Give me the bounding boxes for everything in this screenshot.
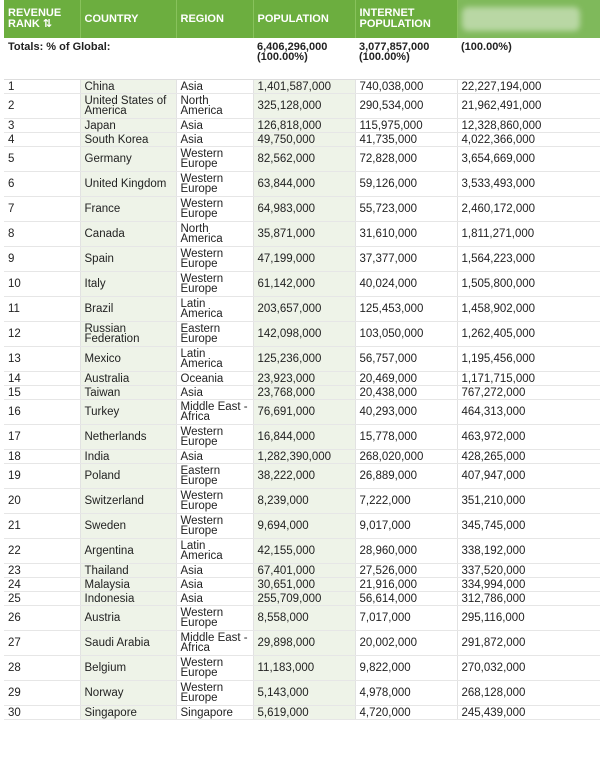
rank-cell: 6 — [4, 172, 80, 197]
internet-population-cell: 125,453,000 — [355, 297, 457, 322]
population-cell: 63,844,000 — [253, 172, 355, 197]
revenue-cell: 22,227,194,000 — [457, 80, 600, 94]
population-cell: 23,768,000 — [253, 386, 355, 400]
country-cell: Italy — [80, 272, 176, 297]
population-cell: 16,844,000 — [253, 425, 355, 450]
revenue-cell: 1,811,271,000 — [457, 222, 600, 247]
rank-cell: 3 — [4, 119, 80, 133]
internet-population-cell: 59,126,000 — [355, 172, 457, 197]
sort-icon[interactable]: ⇅ — [42, 18, 52, 30]
revenue-cell: 270,032,000 — [457, 656, 600, 681]
population-cell: 9,694,000 — [253, 514, 355, 539]
country-cell: Saudi Arabia — [80, 631, 176, 656]
table-row[interactable] — [4, 372, 600, 386]
population-cell: 76,691,000 — [253, 400, 355, 425]
table-body — [4, 38, 600, 720]
country-cell: United Kingdom — [80, 172, 176, 197]
population-cell: 255,709,000 — [253, 592, 355, 606]
table-row[interactable] — [4, 197, 600, 222]
table-row[interactable] — [4, 631, 600, 656]
country-cell: Belgium — [80, 656, 176, 681]
region-cell: Western Europe — [176, 247, 253, 272]
internet-population-cell: 31,610,000 — [355, 222, 457, 247]
population-cell: 325,128,000 — [253, 94, 355, 119]
totals-row — [4, 38, 600, 80]
region-cell: Western Europe — [176, 147, 253, 172]
internet-population-cell: 26,889,000 — [355, 464, 457, 489]
table-row[interactable] — [4, 514, 600, 539]
country-cell: Japan — [80, 119, 176, 133]
revenue-cell: 407,947,000 — [457, 464, 600, 489]
totals-internet-population: 3,077,857,000 (100.00%) — [355, 38, 457, 80]
table-row[interactable] — [4, 80, 600, 94]
country-cell: Spain — [80, 247, 176, 272]
region-cell: Western Europe — [176, 197, 253, 222]
revenue-cell: 463,972,000 — [457, 425, 600, 450]
rank-cell: 16 — [4, 400, 80, 425]
revenue-cell: 351,210,000 — [457, 489, 600, 514]
table-row[interactable] — [4, 322, 600, 347]
country-cell: China — [80, 80, 176, 94]
header-revenue-rank[interactable]: REVENUE RANK ⇅ — [4, 0, 80, 38]
header-country[interactable]: COUNTRY — [80, 0, 176, 38]
internet-population-cell: 41,735,000 — [355, 133, 457, 147]
revenue-cell: 312,786,000 — [457, 592, 600, 606]
internet-population-cell: 40,293,000 — [355, 400, 457, 425]
population-cell: 47,199,000 — [253, 247, 355, 272]
region-cell: Middle East - Africa — [176, 631, 253, 656]
rank-cell: 22 — [4, 539, 80, 564]
table-row[interactable] — [4, 133, 600, 147]
country-cell: Brazil — [80, 297, 176, 322]
population-cell: 8,558,000 — [253, 606, 355, 631]
rank-cell: 17 — [4, 425, 80, 450]
internet-population-cell: 290,534,000 — [355, 94, 457, 119]
internet-population-cell: 15,778,000 — [355, 425, 457, 450]
internet-population-cell: 21,916,000 — [355, 578, 457, 592]
rank-cell: 12 — [4, 322, 80, 347]
totals-revenue: (100.00%) — [457, 38, 600, 80]
revenue-cell: 2,460,172,000 — [457, 197, 600, 222]
country-cell: Norway — [80, 681, 176, 706]
region-cell: Latin America — [176, 297, 253, 322]
population-cell: 42,155,000 — [253, 539, 355, 564]
country-cell: Singapore — [80, 706, 176, 720]
table-row[interactable] — [4, 656, 600, 681]
revenue-cell: 3,654,669,000 — [457, 147, 600, 172]
revenue-cell: 295,116,000 — [457, 606, 600, 631]
region-cell: Western Europe — [176, 656, 253, 681]
population-cell: 35,871,000 — [253, 222, 355, 247]
internet-population-cell: 7,017,000 — [355, 606, 457, 631]
population-cell: 23,923,000 — [253, 372, 355, 386]
revenue-cell: 4,022,366,000 — [457, 133, 600, 147]
country-cell: Switzerland — [80, 489, 176, 514]
table-row[interactable] — [4, 386, 600, 400]
region-cell: Eastern Europe — [176, 464, 253, 489]
internet-population-cell: 103,050,000 — [355, 322, 457, 347]
population-cell: 142,098,000 — [253, 322, 355, 347]
internet-population-cell: 9,822,000 — [355, 656, 457, 681]
table-row[interactable] — [4, 450, 600, 464]
rank-cell: 19 — [4, 464, 80, 489]
region-cell: Asia — [176, 592, 253, 606]
table-row[interactable] — [4, 706, 600, 720]
header-region[interactable]: REGION — [176, 0, 253, 38]
population-cell: 5,619,000 — [253, 706, 355, 720]
revenue-cell: 337,520,000 — [457, 564, 600, 578]
revenue-cell: 345,745,000 — [457, 514, 600, 539]
revenue-cell: 1,171,715,000 — [457, 372, 600, 386]
internet-population-cell: 268,020,000 — [355, 450, 457, 464]
revenue-by-country-table — [4, 0, 600, 720]
rank-cell: 13 — [4, 347, 80, 372]
country-cell: United States of America — [80, 94, 176, 119]
country-cell: France — [80, 197, 176, 222]
population-cell: 11,183,000 — [253, 656, 355, 681]
country-cell: India — [80, 450, 176, 464]
rank-cell: 4 — [4, 133, 80, 147]
country-cell: Germany — [80, 147, 176, 172]
table-row[interactable] — [4, 400, 600, 425]
region-cell: Middle East - Africa — [176, 400, 253, 425]
population-cell: 30,651,000 — [253, 578, 355, 592]
rank-cell: 21 — [4, 514, 80, 539]
table-row[interactable] — [4, 272, 600, 297]
internet-population-cell: 37,377,000 — [355, 247, 457, 272]
revenue-cell: 334,994,000 — [457, 578, 600, 592]
country-cell: Australia — [80, 372, 176, 386]
population-cell: 8,239,000 — [253, 489, 355, 514]
region-cell: Western Europe — [176, 681, 253, 706]
region-cell: Asia — [176, 386, 253, 400]
internet-population-cell: 7,222,000 — [355, 489, 457, 514]
header-internet-population[interactable]: INTERNET POPULATION — [355, 0, 457, 38]
country-cell: Argentina — [80, 539, 176, 564]
internet-population-cell: 20,002,000 — [355, 631, 457, 656]
internet-population-cell: 56,614,000 — [355, 592, 457, 606]
table-row[interactable] — [4, 297, 600, 322]
region-cell: Singapore — [176, 706, 253, 720]
revenue-cell: 1,195,456,000 — [457, 347, 600, 372]
rank-cell: 8 — [4, 222, 80, 247]
country-cell: Austria — [80, 606, 176, 631]
table-row[interactable] — [4, 425, 600, 450]
population-cell: 1,401,587,000 — [253, 80, 355, 94]
internet-population-cell: 115,975,000 — [355, 119, 457, 133]
revenue-cell: 3,533,493,000 — [457, 172, 600, 197]
table-header — [4, 0, 600, 38]
rank-cell: 27 — [4, 631, 80, 656]
table-row[interactable] — [4, 592, 600, 606]
rank-cell: 25 — [4, 592, 80, 606]
region-cell: Western Europe — [176, 172, 253, 197]
rank-cell: 10 — [4, 272, 80, 297]
country-cell: Canada — [80, 222, 176, 247]
rank-cell: 24 — [4, 578, 80, 592]
internet-population-cell: 56,757,000 — [355, 347, 457, 372]
revenue-cell: 464,313,000 — [457, 400, 600, 425]
region-cell: Western Europe — [176, 489, 253, 514]
region-cell: Asia — [176, 119, 253, 133]
internet-population-cell: 28,960,000 — [355, 539, 457, 564]
country-cell: Poland — [80, 464, 176, 489]
country-cell: Thailand — [80, 564, 176, 578]
revenue-cell: 1,564,223,000 — [457, 247, 600, 272]
population-cell: 126,818,000 — [253, 119, 355, 133]
region-cell: Western Europe — [176, 606, 253, 631]
table-row[interactable] — [4, 172, 600, 197]
internet-population-cell: 9,017,000 — [355, 514, 457, 539]
revenue-cell: 767,272,000 — [457, 386, 600, 400]
rank-cell: 20 — [4, 489, 80, 514]
table-row[interactable] — [4, 578, 600, 592]
population-cell: 29,898,000 — [253, 631, 355, 656]
rank-cell: 9 — [4, 247, 80, 272]
region-cell: Latin America — [176, 539, 253, 564]
region-cell: Oceania — [176, 372, 253, 386]
internet-population-cell: 40,024,000 — [355, 272, 457, 297]
region-cell: Asia — [176, 80, 253, 94]
population-cell: 38,222,000 — [253, 464, 355, 489]
table-row[interactable] — [4, 147, 600, 172]
country-cell: Malaysia — [80, 578, 176, 592]
country-cell: South Korea — [80, 133, 176, 147]
header-population[interactable]: POPULATION — [253, 0, 355, 38]
revenue-cell: 21,962,491,000 — [457, 94, 600, 119]
revenue-cell: 1,458,902,000 — [457, 297, 600, 322]
revenue-cell: 1,262,405,000 — [457, 322, 600, 347]
table-row[interactable] — [4, 606, 600, 631]
population-cell: 82,562,000 — [253, 147, 355, 172]
blurred-header-block — [462, 7, 580, 31]
revenue-cell: 291,872,000 — [457, 631, 600, 656]
population-cell: 5,143,000 — [253, 681, 355, 706]
table-row[interactable] — [4, 489, 600, 514]
table-row[interactable] — [4, 222, 600, 247]
internet-population-cell: 740,038,000 — [355, 80, 457, 94]
region-cell: North America — [176, 222, 253, 247]
rank-cell: 23 — [4, 564, 80, 578]
population-cell: 67,401,000 — [253, 564, 355, 578]
totals-population: 6,406,296,000 (100.00%) — [253, 38, 355, 80]
region-cell: Asia — [176, 450, 253, 464]
internet-population-cell: 27,526,000 — [355, 564, 457, 578]
rank-cell: 15 — [4, 386, 80, 400]
rank-cell: 7 — [4, 197, 80, 222]
internet-population-cell: 4,978,000 — [355, 681, 457, 706]
revenue-cell: 245,439,000 — [457, 706, 600, 720]
region-cell: Asia — [176, 578, 253, 592]
internet-population-cell: 20,469,000 — [355, 372, 457, 386]
revenue-cell: 268,128,000 — [457, 681, 600, 706]
country-cell: Taiwan — [80, 386, 176, 400]
rank-cell: 26 — [4, 606, 80, 631]
rank-cell: 28 — [4, 656, 80, 681]
rank-cell: 2 — [4, 94, 80, 119]
internet-population-cell: 4,720,000 — [355, 706, 457, 720]
header-revenue-blurred — [457, 0, 600, 38]
rank-cell: 30 — [4, 706, 80, 720]
revenue-cell: 428,265,000 — [457, 450, 600, 464]
region-cell: North America — [176, 94, 253, 119]
table-row[interactable] — [4, 464, 600, 489]
internet-population-cell: 55,723,000 — [355, 197, 457, 222]
region-cell: Latin America — [176, 347, 253, 372]
internet-population-cell: 72,828,000 — [355, 147, 457, 172]
revenue-cell: 338,192,000 — [457, 539, 600, 564]
region-cell: Asia — [176, 133, 253, 147]
revenue-cell: 12,328,860,000 — [457, 119, 600, 133]
country-cell: Mexico — [80, 347, 176, 372]
rank-cell: 1 — [4, 80, 80, 94]
table-row[interactable] — [4, 681, 600, 706]
table-row[interactable] — [4, 94, 600, 119]
table-row[interactable] — [4, 347, 600, 372]
region-cell: Western Europe — [176, 272, 253, 297]
revenue-cell: 1,505,800,000 — [457, 272, 600, 297]
population-cell: 1,282,390,000 — [253, 450, 355, 464]
population-cell: 203,657,000 — [253, 297, 355, 322]
population-cell: 49,750,000 — [253, 133, 355, 147]
region-cell: Eastern Europe — [176, 322, 253, 347]
rank-cell: 5 — [4, 147, 80, 172]
rank-cell: 29 — [4, 681, 80, 706]
region-cell: Asia — [176, 564, 253, 578]
rank-cell: 18 — [4, 450, 80, 464]
table-row[interactable] — [4, 119, 600, 133]
internet-population-cell: 20,438,000 — [355, 386, 457, 400]
population-cell: 64,983,000 — [253, 197, 355, 222]
population-cell: 61,142,000 — [253, 272, 355, 297]
table-row[interactable] — [4, 247, 600, 272]
region-cell: Western Europe — [176, 514, 253, 539]
country-cell: Netherlands — [80, 425, 176, 450]
region-cell: Western Europe — [176, 425, 253, 450]
totals-label: Totals: % of Global: — [4, 38, 253, 80]
rank-cell: 11 — [4, 297, 80, 322]
population-cell: 125,236,000 — [253, 347, 355, 372]
country-cell: Russian Federation — [80, 322, 176, 347]
table-row[interactable] — [4, 564, 600, 578]
country-cell: Sweden — [80, 514, 176, 539]
rank-cell: 14 — [4, 372, 80, 386]
country-cell: Turkey — [80, 400, 176, 425]
table-row[interactable] — [4, 539, 600, 564]
country-cell: Indonesia — [80, 592, 176, 606]
